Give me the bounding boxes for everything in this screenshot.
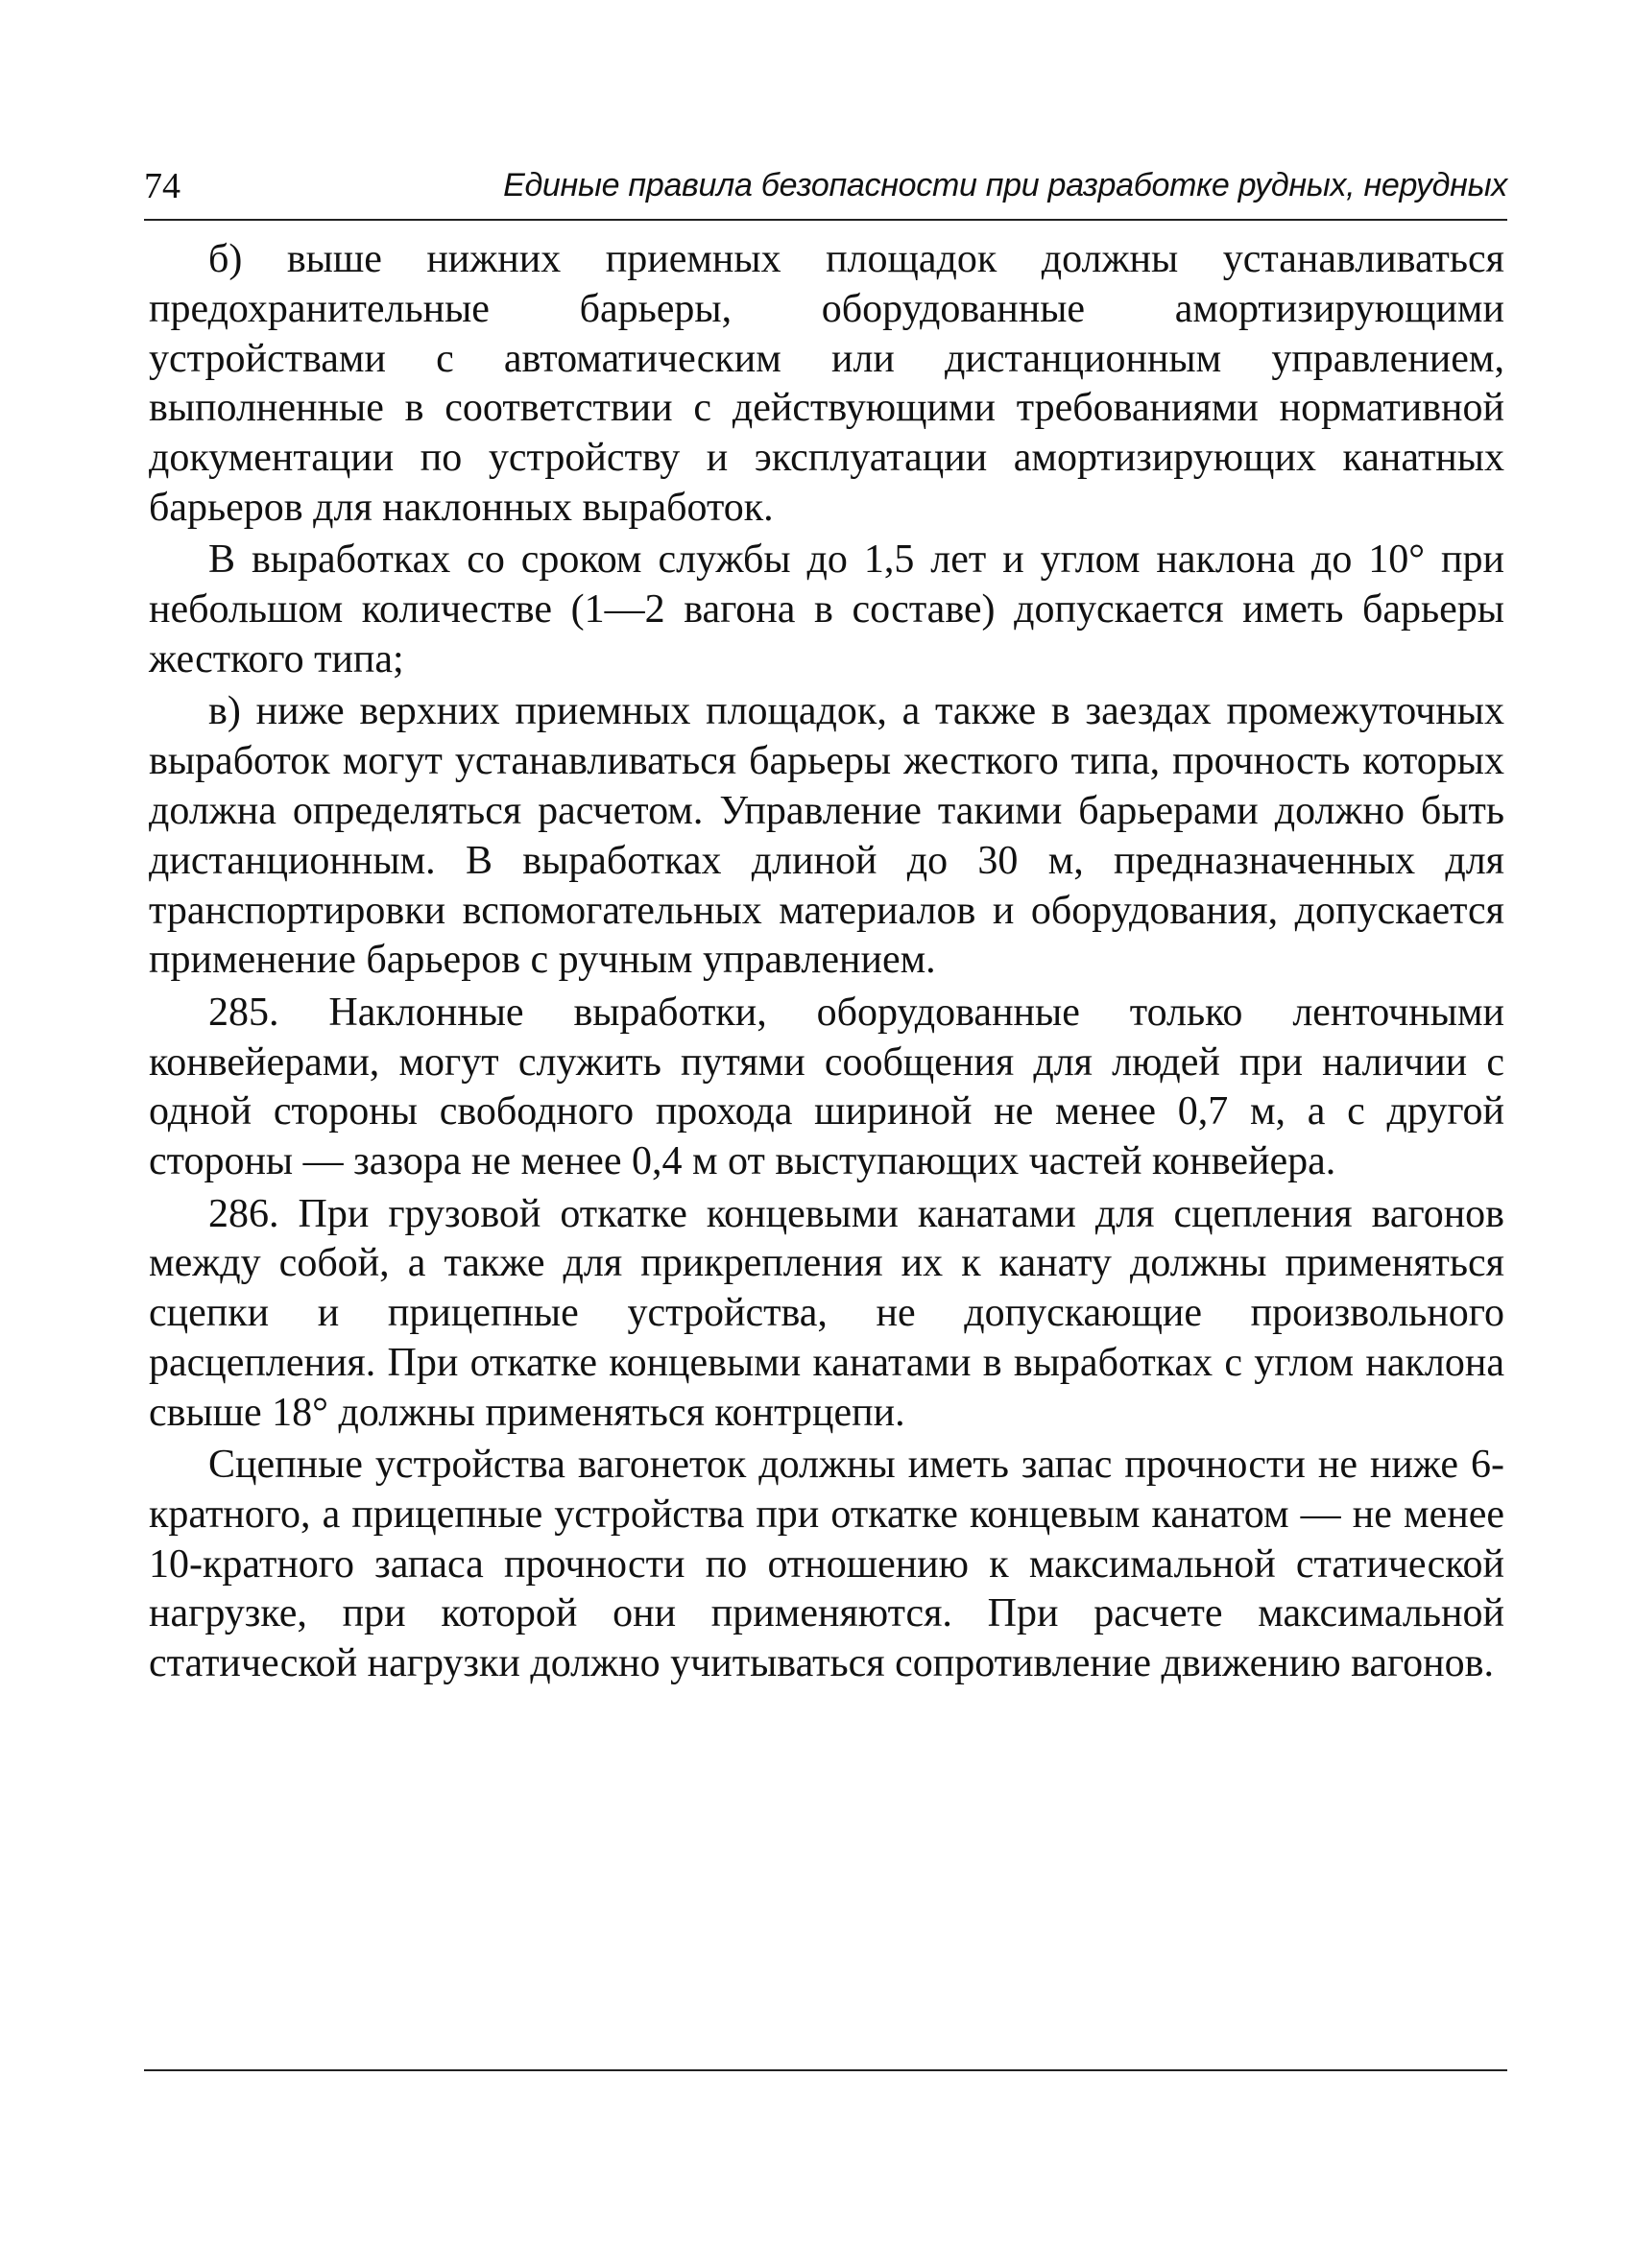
running-title: Единые правила безопасности при разработке рудных, нерудных — [503, 167, 1507, 203]
paragraph-item-v: в) ниже верхних приемных площадок, а также в заездах промежуточных выработок могут устанавливаться барьеры жесткого типа, прочность которых должна определяться расчетом. Управление такими барьерами должно быть дистанционным. В выработках длиной до 30 м, предназначенных для транспортировки вспомогательных материалов и оборудования, допускается применение барьеров с ручным управлением. — [149, 689, 1504, 983]
footer-divider — [144, 2069, 1507, 2071]
paragraph-rule-286: 286. При грузовой откатке концевыми канатами для сцепления вагонов между собой, а также для прикрепления их к канату должны применяться сцепки и прицепные устройства, не допускающие произвольного расцепления. При откатке концевыми канатами в выработках с углом наклона свыше 18° должны применяться контрцепи. — [149, 1191, 1504, 1435]
paragraph-rigid-barriers: В выработках со сроком службы до 1,5 лет и углом наклона до 10° при небольшом количестве (1—2 вагона в составе) допускается иметь барьеры жесткого типа; — [149, 537, 1504, 681]
paragraph-coupling-strength: Сцепные устройства вагонеток должны иметь запас прочности не ниже 6-кратного, а прицепные устройства при откатке концевым канатом — не менее 10-кратного запаса прочности по отношению к максимальной статической нагрузке, при которой они применяются. При расчете максимальной статической нагрузки должно учитываться сопротивление движению вагонов. — [149, 1443, 1504, 1686]
page-body — [149, 235, 1504, 1692]
paragraph-rule-285: 285. Наклонные выработки, оборудованные только ленточными конвейерами, могут служить путями сообщения для людей при наличии с одной стороны свободного прохода шириной не менее 0,7 м, а с другой стороны — зазора не менее 0,4 м от выступающих частей конвейера. — [149, 990, 1504, 1184]
page-number: 74 — [144, 166, 180, 206]
running-header — [144, 161, 1507, 221]
paragraph-item-b: б) выше нижних приемных площадок должны устанавливаться предохранительные барьеры, оборудованные амортизирующими устройствами с автоматическим или дистанционным управлением, выполненные в соответствии с действующими требованиями нормативной документации по устройству и эксплуатации амортизирующих канатных барьеров для наклонных выработок. — [149, 237, 1504, 530]
